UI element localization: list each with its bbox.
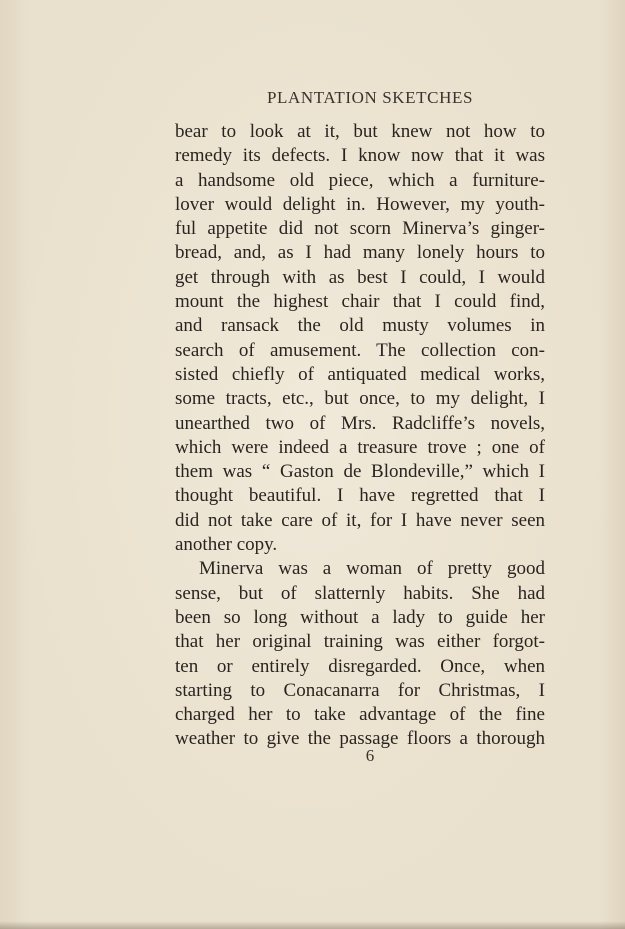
text-line: ful appetite did not scorn Minerva’s ginger-	[175, 218, 545, 240]
text-line: weather to give the passage floors a thorough	[175, 728, 545, 750]
body-text	[175, 120, 545, 752]
text-line: another copy.	[175, 534, 278, 556]
text-line: ten or entirely disregarded. Once, when	[175, 655, 545, 677]
page-number: 6	[365, 746, 375, 765]
text-line: which were indeed a treasure trove ; one of	[175, 436, 545, 458]
page-bottom-edge	[0, 921, 625, 929]
text-line: and ransack the old musty volumes in	[175, 315, 545, 337]
paragraph-1	[175, 120, 545, 557]
text-line: bread, and, as I had many lonely hours to	[175, 242, 545, 264]
text-line: bear to look at it, but knew not how to	[175, 121, 545, 142]
text-line: starting to Conacanarra for Christmas, I	[175, 679, 545, 701]
text-line: sisted chiefly of antiquated medical works,	[175, 363, 545, 385]
text-line: charged her to take advantage of the fine	[175, 704, 545, 726]
text-line: get through with as best I could, I would	[175, 266, 545, 288]
text-line: been so long without a lady to guide her	[175, 606, 545, 628]
text-line: unearthed two of Mrs. Radcliffe’s novels,	[175, 412, 545, 434]
running-head: PLANTATION SKETCHES	[266, 88, 473, 107]
text-line: some tracts, etc., but once, to my delight, I	[175, 388, 545, 410]
text-line: thought beautiful. I have regretted that I	[175, 485, 545, 507]
text-line: remedy its defects. I know now that it was	[175, 145, 545, 167]
text-line: mount the highest chair that I could find,	[175, 291, 545, 313]
paragraph-2	[175, 557, 545, 751]
text-line: sense, but of slatternly habits. She had	[175, 582, 545, 604]
text-line: Minerva was a woman of pretty good	[199, 558, 545, 580]
text-line: that her original training was either forgot-	[175, 631, 545, 653]
text-line: them was “ Gaston de Blondeville,” which I	[175, 461, 545, 483]
text-line: a handsome old piece, which a furniture-	[175, 169, 545, 191]
text-line: lover would delight in. However, my youth-	[175, 193, 545, 215]
text-line: did not take care of it, for I have never seen	[175, 509, 545, 531]
text-line: search of amusement. The collection con-	[175, 339, 545, 361]
